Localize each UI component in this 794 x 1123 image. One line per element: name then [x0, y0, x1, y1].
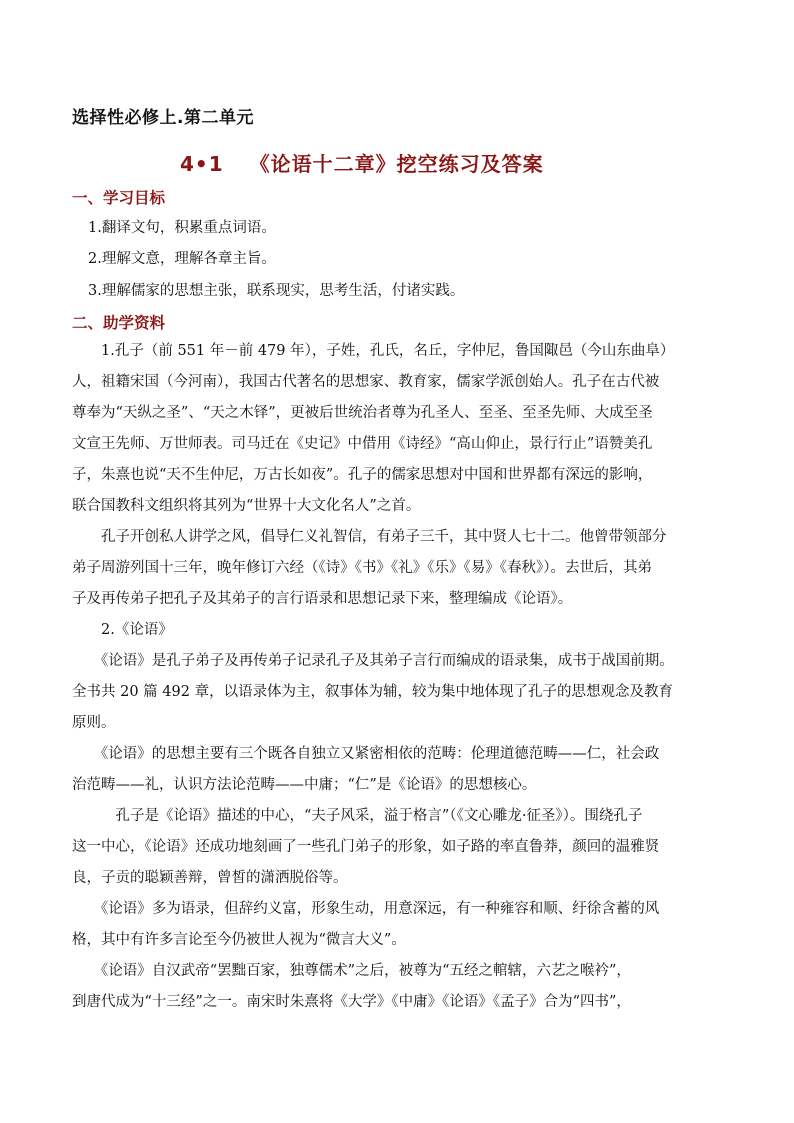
text-line: 治范畴——礼，认识方法论范畴——中庸；“仁”是《论语》的思想核心。: [72, 777, 537, 793]
text-line: 2.《论语》: [72, 622, 173, 638]
text-line: 良，子贡的聪颖善辩，曾皙的潇洒脱俗等。: [72, 870, 348, 886]
text-line: 《论语》多为语录，但辞约义富，形象生动，用意深远，有一种雍容和顺、纡徐含蓄的风: [72, 901, 660, 917]
objective-item: 2.理解文意，理解各章主旨。: [88, 251, 276, 267]
text-line: 格，其中有许多言论至今仍被世人视为“微言大义”。: [72, 932, 406, 948]
paragraph-confucius-bio: [72, 336, 722, 522]
text-line: 人，祖籍宋国（今河南），我国古代著名的思想家、教育家，儒家学派创始人。孔子在古代被: [72, 374, 660, 390]
text-line: 全书共 20 篇 492 章，以语录体为主，叙事体为辅，较为集中地体现了孔子的思想观念及教育: [72, 684, 674, 700]
paragraph-analects-thought: [72, 739, 722, 801]
text-line: 子及再传弟子把孔子及其弟子的言行语录和思想记录下来，整理编成《论语》。: [72, 591, 573, 607]
section-heading-materials: 二、助学资料: [72, 314, 166, 332]
main-title: [180, 148, 544, 177]
text-line: 原则。: [72, 715, 116, 731]
objective-item: 1.翻译文句，积累重点词语。: [88, 220, 276, 236]
text-line: 《论语》的思想主要有三个既各自独立又紧密相依的范畴：伦理道德范畴——仁，社会政: [72, 746, 660, 762]
paragraph-analects-history: [72, 956, 722, 1018]
text-line: 1.孔子（前 551 年－前 479 年），子姓，孔氏，名丘，字仲尼，鲁国陬邑（今山东曲阜）: [72, 343, 675, 359]
text-line: 文宣王先师、万世师表。司马迁在《史记》中借用《诗经》“高山仰止，景行行止”语赞美孔: [72, 436, 653, 452]
paragraph-analects-style: [72, 894, 722, 956]
text-line: 这一中心，《论语》还成功地刻画了一些孔门弟子的形象，如子路的率直鲁莽，颜回的温雅贤: [72, 839, 660, 855]
text-line: 《论语》自汉武帝“罢黜百家，独尊儒术”之后，被尊为“五经之輨辖，六艺之喉衿”，: [72, 963, 631, 979]
paragraph-analects-center: [72, 801, 722, 894]
text-line: 《论语》是孔子弟子及再传弟子记录孔子及其弟子言行而编成的语录集，成书于战国前期。: [72, 653, 674, 669]
paragraph-analects-heading: [72, 615, 722, 646]
paragraph-analects-intro: [72, 646, 722, 739]
text-line: 到唐代成为“十三经”之一。南宋时朱熹将《大学》《中庸》《论语》《孟子》合为“四书”，: [72, 994, 631, 1010]
unit-title: 选择性必修上.第二单元: [72, 108, 254, 128]
lesson-number: 4•1: [180, 152, 224, 176]
lesson-title: 《论语十二章》挖空练习及答案: [249, 152, 544, 176]
text-line: 弟子周游列国十三年，晚年修订六经（《诗》《书》《礼》《乐》《易》《春秋》）。去世后，其弟: [72, 560, 652, 576]
text-line: 孔子开创私人讲学之风，倡导仁义礼智信，有弟子三千，其中贤人七十二。他曾带领部分: [72, 529, 667, 545]
section-heading-objectives: 一、学习目标: [72, 189, 166, 207]
text-line: 子，朱熹也说“天不生仲尼，万古长如夜”。孔子的儒家思想对中国和世界都有深远的影响，: [72, 467, 653, 483]
text-line: 尊奉为“天纵之圣”、“天之木铎”，更被后世统治者尊为孔圣人、至圣、至圣先师、大成至圣: [72, 405, 653, 421]
paragraph-teaching: [72, 522, 722, 615]
text-line: 孔子是《论语》描述的中心，“夫子风采，溢于格言”（《文心雕龙·征圣》）。围绕孔子: [72, 808, 643, 824]
text-line: 联合国教科文组织将其列为“世界十大文化名人”之首。: [72, 498, 421, 514]
objective-item: 3.理解儒家的思想主张，联系现实，思考生活，付诸实践。: [88, 283, 465, 299]
